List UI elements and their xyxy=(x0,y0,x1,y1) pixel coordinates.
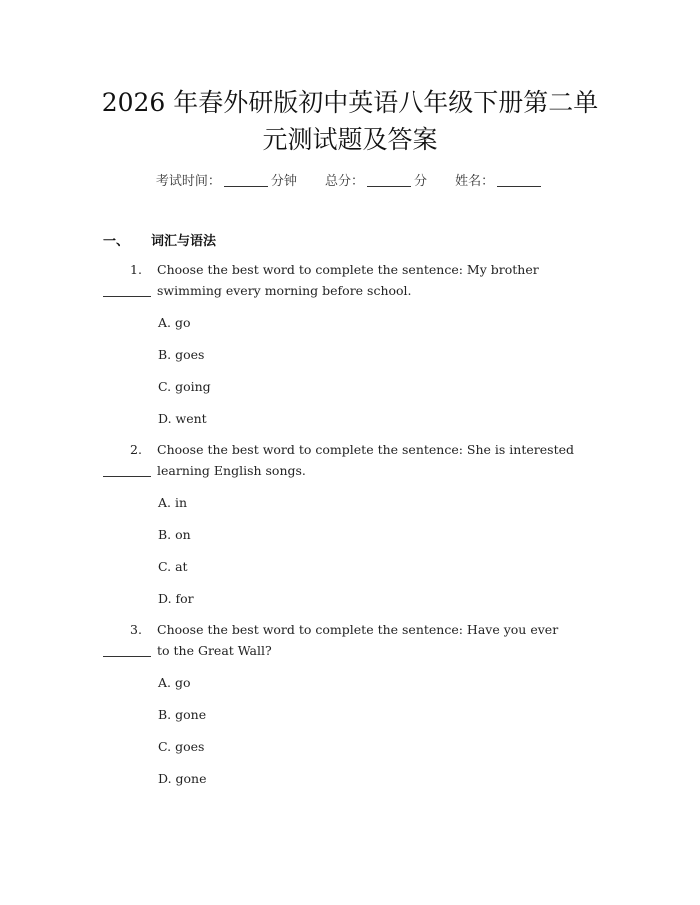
answer-blank xyxy=(103,464,151,477)
question-number: 3. xyxy=(130,622,142,637)
option-a: A. in xyxy=(158,495,188,510)
option-c: C. goes xyxy=(158,739,205,754)
option-b: B. goes xyxy=(158,347,205,362)
title-line-1: 2026 年春外研版初中英语八年级下册第二单 xyxy=(101,88,599,117)
question-text-cont: to the Great Wall? xyxy=(157,643,272,658)
score-field xyxy=(325,174,427,189)
name-blank xyxy=(497,174,541,187)
time-label: 考试时间： xyxy=(155,174,221,189)
question-text: Choose the best word to complete the sentence: She is interested xyxy=(157,442,574,457)
option-d: D. gone xyxy=(158,771,207,786)
question-text: Choose the best word to complete the sentence: Have you ever xyxy=(157,622,559,637)
option-d: D. for xyxy=(158,591,194,606)
title-line-2: 元测试题及答案 xyxy=(262,125,438,154)
time-field xyxy=(156,174,297,189)
section-number: 一、 xyxy=(103,234,130,249)
section-heading xyxy=(103,230,216,249)
score-label: 总分： xyxy=(324,174,364,189)
question-2 xyxy=(103,439,603,481)
time-unit: 分钟 xyxy=(270,174,297,189)
section-title: 词汇与语法 xyxy=(151,234,217,249)
page-title xyxy=(60,84,640,158)
question-text-cont: learning English songs. xyxy=(157,463,306,478)
question-text-cont: swimming every morning before school. xyxy=(157,283,412,298)
time-blank xyxy=(224,174,268,187)
answer-blank xyxy=(103,284,151,297)
option-c: C. going xyxy=(158,379,211,394)
question-3 xyxy=(103,619,603,661)
question-number: 2. xyxy=(130,442,142,457)
score-blank xyxy=(367,174,411,187)
question-1 xyxy=(103,259,603,301)
option-a: A. go xyxy=(158,315,191,330)
score-unit: 分 xyxy=(414,174,428,189)
option-b: B. on xyxy=(158,527,191,542)
option-b: B. gone xyxy=(158,707,207,722)
name-field xyxy=(455,174,544,189)
name-label: 姓名： xyxy=(455,174,495,189)
option-a: A. go xyxy=(158,675,191,690)
option-d: D. went xyxy=(158,411,207,426)
question-number: 1. xyxy=(130,262,142,277)
exam-meta xyxy=(0,170,700,189)
option-c: C. at xyxy=(158,559,188,574)
answer-blank xyxy=(103,644,151,657)
question-text: Choose the best word to complete the sentence: My brother xyxy=(157,262,539,277)
